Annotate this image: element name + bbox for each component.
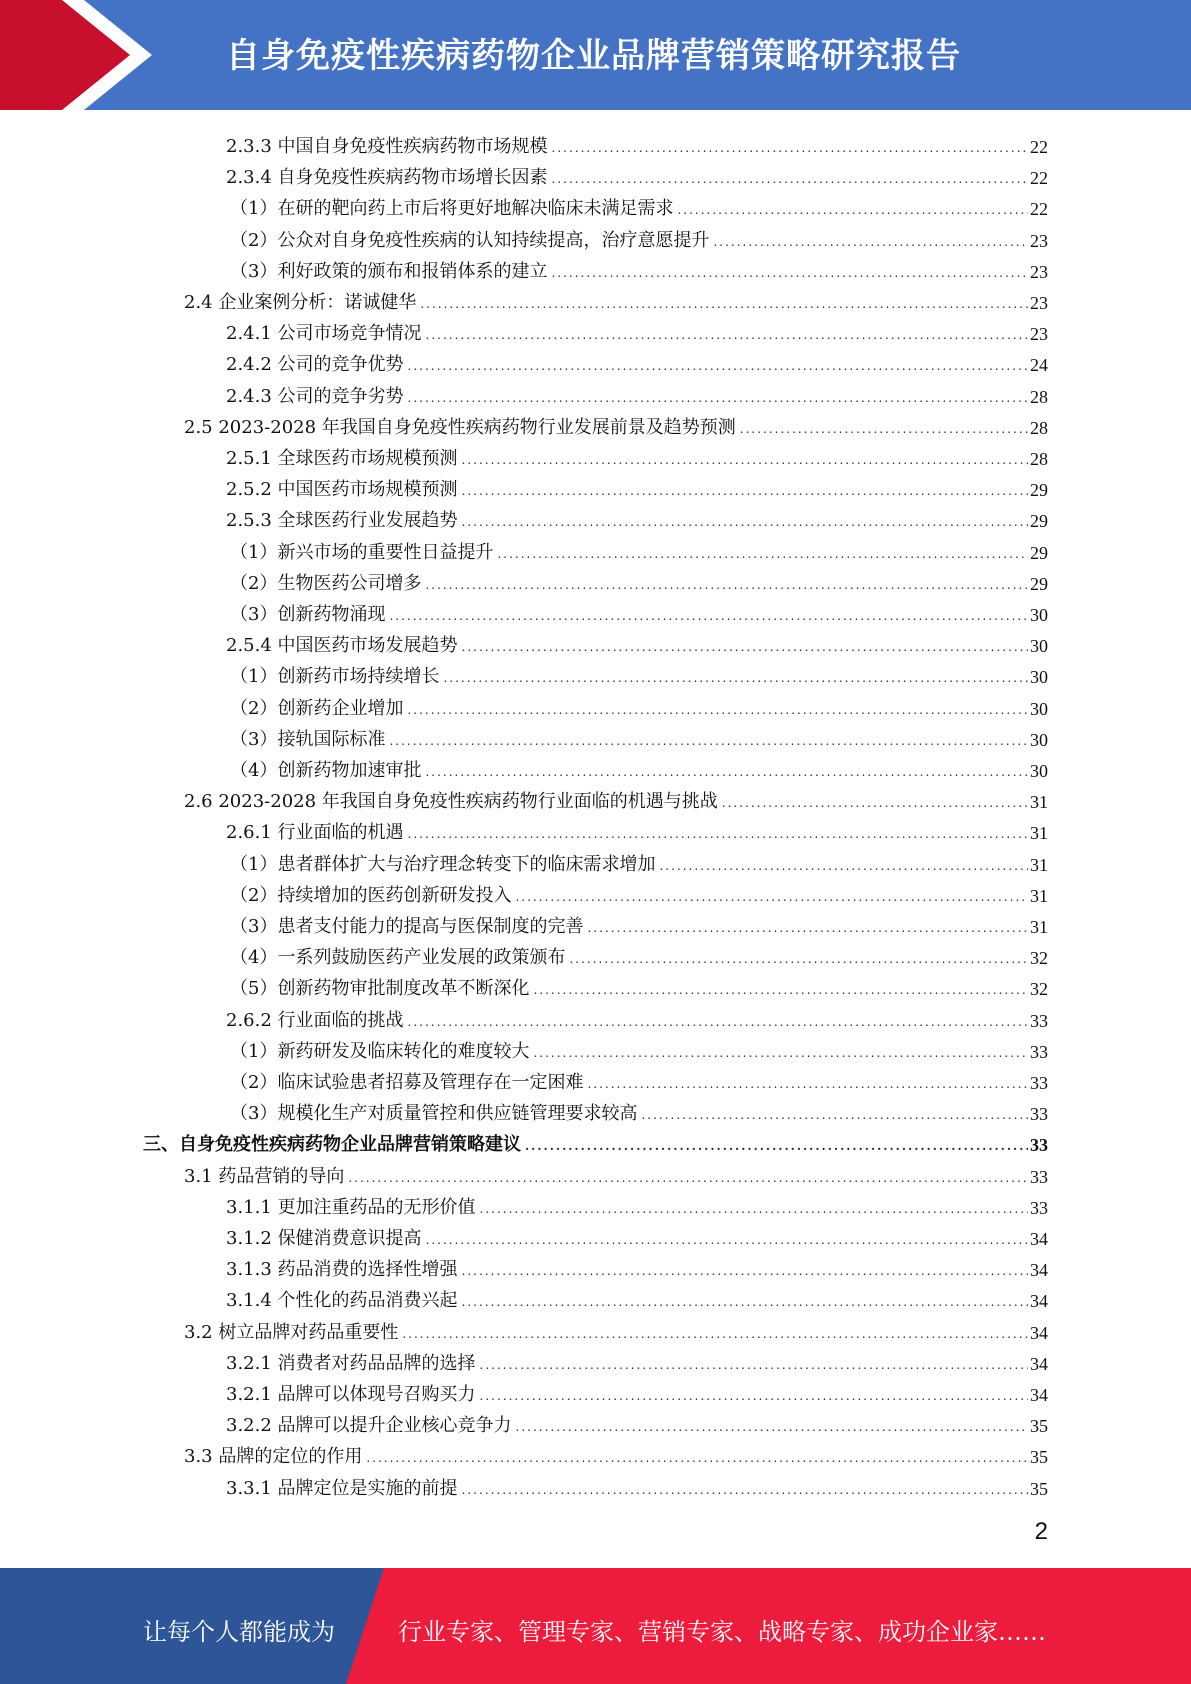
toc-entry-label: （1）新药研发及临床转化的难度较大 bbox=[230, 1040, 530, 1062]
toc-entry[interactable] bbox=[230, 1032, 1048, 1063]
toc-leader-dots bbox=[402, 1328, 1028, 1340]
toc-leader-dots bbox=[462, 1484, 1028, 1496]
toc-entry[interactable] bbox=[230, 252, 1048, 283]
toc-leader-dots bbox=[740, 423, 1028, 435]
toc-leader-dots bbox=[552, 142, 1028, 154]
toc-leader-dots bbox=[659, 860, 1028, 872]
toc-entry[interactable] bbox=[226, 314, 1048, 345]
toc-entry-page: 23 bbox=[1030, 324, 1048, 345]
toc-entry-page: 30 bbox=[1030, 729, 1048, 750]
toc-entry-page: 30 bbox=[1030, 698, 1048, 719]
toc-leader-dots bbox=[389, 735, 1028, 747]
toc-entry[interactable] bbox=[226, 1469, 1048, 1500]
toc-entry-label: （2）公众对自身免疫性疾病的认知持续提高，治疗意愿提升 bbox=[230, 229, 710, 251]
toc-entry[interactable] bbox=[230, 221, 1048, 252]
toc-leader-dots bbox=[677, 204, 1028, 216]
toc-entry-label: 3.2.1 品牌可以体现号召购买力 bbox=[226, 1384, 476, 1405]
toc-entry-page: 23 bbox=[1030, 293, 1048, 313]
toc-entry[interactable] bbox=[226, 439, 1048, 470]
toc-entry-label: 3.3.1 品牌定位是实施的前提 bbox=[226, 1477, 458, 1499]
toc-entry[interactable] bbox=[230, 595, 1048, 626]
toc-entry-page: 30 bbox=[1030, 636, 1048, 657]
toc-entry-page: 31 bbox=[1030, 917, 1048, 937]
toc-entry[interactable] bbox=[230, 564, 1048, 595]
toc-entry[interactable] bbox=[184, 408, 1048, 439]
toc-entry[interactable] bbox=[230, 720, 1048, 751]
toc-entry-label: 2.5.4 中国医药市场发展趋势 bbox=[226, 635, 458, 657]
toc-entry-page: 28 bbox=[1030, 386, 1048, 407]
toc-leader-dots bbox=[408, 1016, 1028, 1028]
toc-entry-label: 2.4.1 公司市场竞争情况 bbox=[226, 323, 422, 345]
toc-leader-dots bbox=[462, 485, 1028, 497]
report-title: 自身免疫性疾病药物企业品牌营销策略研究报告 bbox=[226, 36, 961, 76]
toc-entry-page: 35 bbox=[1030, 1416, 1048, 1437]
toc-entry-label: （4）一系列鼓励医药产业发展的政策颁布 bbox=[230, 947, 566, 969]
toc-entry-page: 31 bbox=[1030, 792, 1048, 813]
toc-entry-page: 28 bbox=[1030, 449, 1048, 469]
toc-entry[interactable] bbox=[226, 1281, 1048, 1312]
toc-entry-label: （5）创新药物审批制度改革不断深化 bbox=[230, 978, 530, 1000]
toc-leader-dots bbox=[533, 984, 1028, 996]
toc-entry-label: 3.2.1 消费者对药品品牌的选择 bbox=[226, 1352, 476, 1374]
toc-leader-dots bbox=[462, 1265, 1028, 1277]
toc-entry[interactable] bbox=[143, 1125, 1048, 1156]
toc-entry-label: 2.5 2023-2028 年我国自身免疫性疾病药物行业发展前景及趋势预测 bbox=[184, 416, 736, 438]
toc-leader-dots bbox=[641, 1109, 1028, 1121]
toc-entry[interactable] bbox=[226, 1406, 1048, 1437]
toc-entry-label: 2.6.1 行业面临的机遇 bbox=[226, 822, 404, 844]
toc-entry-label: 3.1 药品营销的导向 bbox=[184, 1165, 345, 1187]
toc-entry[interactable] bbox=[230, 689, 1048, 720]
toc-entry[interactable] bbox=[226, 158, 1048, 189]
toc-leader-dots bbox=[515, 891, 1028, 903]
toc-entry-label: （3）患者支付能力的提高与医保制度的完善 bbox=[230, 916, 584, 937]
toc-entry-page: 34 bbox=[1030, 1385, 1048, 1405]
toc-entry-label: （2）持续增加的医药创新研发投入 bbox=[230, 884, 512, 906]
toc-entry-page: 31 bbox=[1030, 854, 1048, 875]
toc-leader-dots bbox=[366, 1452, 1028, 1464]
toc-entry-label: 3.1.1 更加注重药品的无形价值 bbox=[226, 1196, 476, 1218]
toc-entry-label: 2.3.3 中国自身免疫性疾病药物市场规模 bbox=[226, 136, 548, 157]
toc-leader-dots bbox=[587, 922, 1028, 934]
toc-entry-page: 34 bbox=[1030, 1291, 1048, 1312]
toc-entry-page: 33 bbox=[1030, 1010, 1048, 1031]
toc-entry[interactable] bbox=[226, 377, 1048, 408]
toc-entry-page: 35 bbox=[1030, 1447, 1048, 1468]
toc-entry-page: 35 bbox=[1030, 1478, 1048, 1499]
toc-entry-label: （1）创新药市场持续增长 bbox=[230, 666, 440, 688]
toc-entry-label: （3）规模化生产对质量管控和供应链管理要求较高 bbox=[230, 1103, 638, 1125]
toc-entry-label: 3.1.4 个性化的药品消费兴起 bbox=[226, 1290, 458, 1312]
toc-entry-page: 29 bbox=[1030, 511, 1048, 532]
toc-entry-page: 32 bbox=[1030, 948, 1048, 969]
toc-entry-label: 2.4.3 公司的竞争劣势 bbox=[226, 385, 404, 407]
toc-leader-dots bbox=[713, 236, 1028, 248]
toc-entry[interactable] bbox=[230, 657, 1048, 688]
toc-entry[interactable] bbox=[230, 1094, 1048, 1125]
toc-entry-label: 2.4.2 公司的竞争优势 bbox=[226, 354, 404, 376]
toc-entry[interactable] bbox=[226, 345, 1048, 376]
toc-entry-page: 30 bbox=[1030, 605, 1048, 625]
toc-entry-page: 22 bbox=[1030, 199, 1048, 220]
toc-leader-dots bbox=[407, 704, 1028, 716]
toc-entry-page: 34 bbox=[1030, 1353, 1048, 1374]
toc-entry-label: （1）在研的靶向药上市后将更好地解决临床未满足需求 bbox=[230, 198, 674, 220]
toc-leader-dots bbox=[425, 579, 1028, 591]
toc-entry-label: 3.2.2 品牌可以提升企业核心竞争力 bbox=[226, 1415, 512, 1437]
toc-entry[interactable] bbox=[230, 1063, 1048, 1094]
toc-leader-dots bbox=[462, 1296, 1028, 1308]
toc-entry-page: 33 bbox=[1030, 1041, 1048, 1062]
page-number: 2 bbox=[1034, 1518, 1048, 1545]
toc-leader-dots bbox=[480, 1390, 1028, 1402]
toc-entry[interactable] bbox=[184, 1437, 1048, 1468]
toc-entry-page: 24 bbox=[1030, 355, 1048, 376]
toc-entry-label: 3.1.3 药品消费的选择性增强 bbox=[226, 1259, 458, 1281]
toc-entry-page: 29 bbox=[1030, 573, 1048, 594]
toc-entry-label: 3.2 树立品牌对药品重要性 bbox=[184, 1321, 399, 1343]
toc-leader-dots bbox=[722, 797, 1028, 809]
toc-entry-label: （4）创新药物加速审批 bbox=[230, 760, 422, 781]
toc-entry-page: 22 bbox=[1030, 168, 1048, 189]
toc-entry-label: 3.3 品牌的定位的作用 bbox=[184, 1446, 363, 1468]
toc-leader-dots bbox=[552, 173, 1028, 185]
toc-entry[interactable] bbox=[226, 1375, 1048, 1406]
toc-entry-label: 2.3.4 自身免疫性疾病药物市场增长因素 bbox=[226, 167, 548, 189]
toc-leader-dots bbox=[426, 1234, 1028, 1246]
toc-entry-page: 29 bbox=[1030, 542, 1048, 563]
toc-entry[interactable] bbox=[230, 189, 1048, 220]
toc-leader-dots bbox=[551, 267, 1028, 279]
report-header bbox=[0, 0, 1191, 110]
toc-entry[interactable] bbox=[226, 1188, 1048, 1219]
toc-leader-dots bbox=[425, 766, 1028, 778]
toc-entry-page: 30 bbox=[1030, 667, 1048, 688]
toc-entry[interactable] bbox=[226, 813, 1048, 844]
toc-leader-dots bbox=[348, 1172, 1028, 1184]
toc-leader-dots bbox=[480, 1203, 1028, 1215]
toc-entry-label: （2）生物医药公司增多 bbox=[230, 572, 422, 594]
toc-entry-label: 三、自身免疫性疾病药物企业品牌营销策略建议 bbox=[143, 1134, 521, 1156]
footer-roles: 行业专家、管理专家、营销专家、战略专家、成功企业家…… bbox=[398, 1618, 1046, 1646]
toc-leader-dots bbox=[426, 329, 1028, 341]
toc-entry-label: （1）患者群体扩大与治疗理念转变下的临床需求增加 bbox=[230, 853, 656, 875]
toc-leader-dots bbox=[480, 1359, 1028, 1371]
toc-leader-dots bbox=[587, 1078, 1028, 1090]
toc-entry-page: 33 bbox=[1030, 1135, 1048, 1156]
toc-leader-dots bbox=[569, 953, 1028, 965]
toc-entry[interactable] bbox=[226, 1219, 1048, 1250]
toc-entry-label: （3）接轨国际标准 bbox=[230, 728, 386, 750]
toc-entry[interactable] bbox=[226, 127, 1048, 158]
toc-entry-label: （2）创新药企业增加 bbox=[230, 697, 404, 719]
toc-entry-page: 32 bbox=[1030, 979, 1048, 1000]
toc-leader-dots bbox=[516, 1421, 1028, 1433]
toc-entry-page: 33 bbox=[1030, 1073, 1048, 1093]
toc-entry-label: 3.1.2 保健消费意识提高 bbox=[226, 1228, 422, 1249]
toc-entry[interactable] bbox=[184, 1313, 1048, 1344]
toc-entry-label: （3）利好政策的颁布和报销体系的建立 bbox=[230, 260, 548, 282]
toc-entry[interactable] bbox=[230, 907, 1048, 938]
toc-entry[interactable] bbox=[226, 1001, 1048, 1032]
toc-entry[interactable] bbox=[184, 782, 1048, 813]
toc-entry-page: 33 bbox=[1030, 1104, 1048, 1125]
toc-entry-label: （1）新兴市场的重要性日益提升 bbox=[230, 541, 494, 563]
toc-entry-label: 2.5.2 中国医药市场规模预测 bbox=[226, 479, 458, 501]
toc-leader-dots bbox=[533, 1047, 1028, 1059]
toc-entry[interactable] bbox=[230, 938, 1048, 969]
toc-entry-page: 33 bbox=[1030, 1197, 1048, 1218]
toc-entry-page: 29 bbox=[1030, 480, 1048, 501]
toc-entry-label: 2.6.2 行业面临的挑战 bbox=[226, 1009, 404, 1031]
toc-entry-label: （2）临床试验患者招募及管理存在一定困难 bbox=[230, 1072, 584, 1093]
toc-leader-dots bbox=[389, 610, 1028, 622]
toc-entry[interactable] bbox=[184, 283, 1048, 314]
toc-entry-page: 30 bbox=[1030, 761, 1048, 781]
toc-entry-page: 34 bbox=[1030, 1229, 1048, 1249]
toc-entry[interactable] bbox=[230, 533, 1048, 564]
toc-entry-page: 28 bbox=[1030, 417, 1048, 438]
toc-entry-page: 31 bbox=[1030, 823, 1048, 844]
toc-entry-label: 2.5.1 全球医药市场规模预测 bbox=[226, 448, 458, 469]
toc-entry-page: 31 bbox=[1030, 885, 1048, 906]
toc-leader-dots bbox=[497, 548, 1028, 560]
toc-entry-label: 2.6 2023-2028 年我国自身免疫性疾病药物行业面临的机遇与挑战 bbox=[184, 791, 718, 813]
toc-entry[interactable] bbox=[230, 751, 1048, 782]
toc-leader-dots bbox=[462, 454, 1028, 466]
footer-slogan: 让每个人都能成为 bbox=[143, 1618, 335, 1646]
toc-leader-dots bbox=[525, 1140, 1028, 1152]
toc-leader-dots bbox=[408, 360, 1028, 372]
toc-entry[interactable] bbox=[226, 1250, 1048, 1281]
toc-entry-page: 23 bbox=[1030, 230, 1048, 251]
toc-leader-dots bbox=[420, 298, 1028, 310]
toc-leader-dots bbox=[408, 828, 1028, 840]
toc-entry[interactable] bbox=[226, 626, 1048, 657]
toc-entry-page: 33 bbox=[1030, 1166, 1048, 1187]
footer-banner bbox=[0, 1568, 1191, 1684]
toc-entry-page: 34 bbox=[1030, 1260, 1048, 1281]
toc-entry[interactable] bbox=[226, 501, 1048, 532]
toc-leader-dots bbox=[443, 672, 1028, 684]
toc-entry-page: 23 bbox=[1030, 261, 1048, 282]
toc-entry-label: 2.5.3 全球医药行业发展趋势 bbox=[226, 510, 458, 532]
toc-entry[interactable] bbox=[230, 969, 1048, 1000]
toc-entry[interactable] bbox=[230, 876, 1048, 907]
toc-entry-label: （3）创新药物涌现 bbox=[230, 604, 386, 625]
toc-entry[interactable] bbox=[226, 1344, 1048, 1375]
toc-entry[interactable] bbox=[230, 845, 1048, 876]
toc-entry[interactable] bbox=[184, 1157, 1048, 1188]
toc-entry[interactable] bbox=[226, 470, 1048, 501]
toc-leader-dots bbox=[462, 516, 1028, 528]
toc-leader-dots bbox=[462, 641, 1028, 653]
header-red-arrow bbox=[0, 0, 150, 110]
toc-entry-label: 2.4 企业案例分析：诺诚健华 bbox=[184, 292, 417, 313]
toc-entry-page: 34 bbox=[1030, 1322, 1048, 1343]
toc-entry-page: 22 bbox=[1030, 137, 1048, 157]
toc-leader-dots bbox=[408, 392, 1028, 404]
